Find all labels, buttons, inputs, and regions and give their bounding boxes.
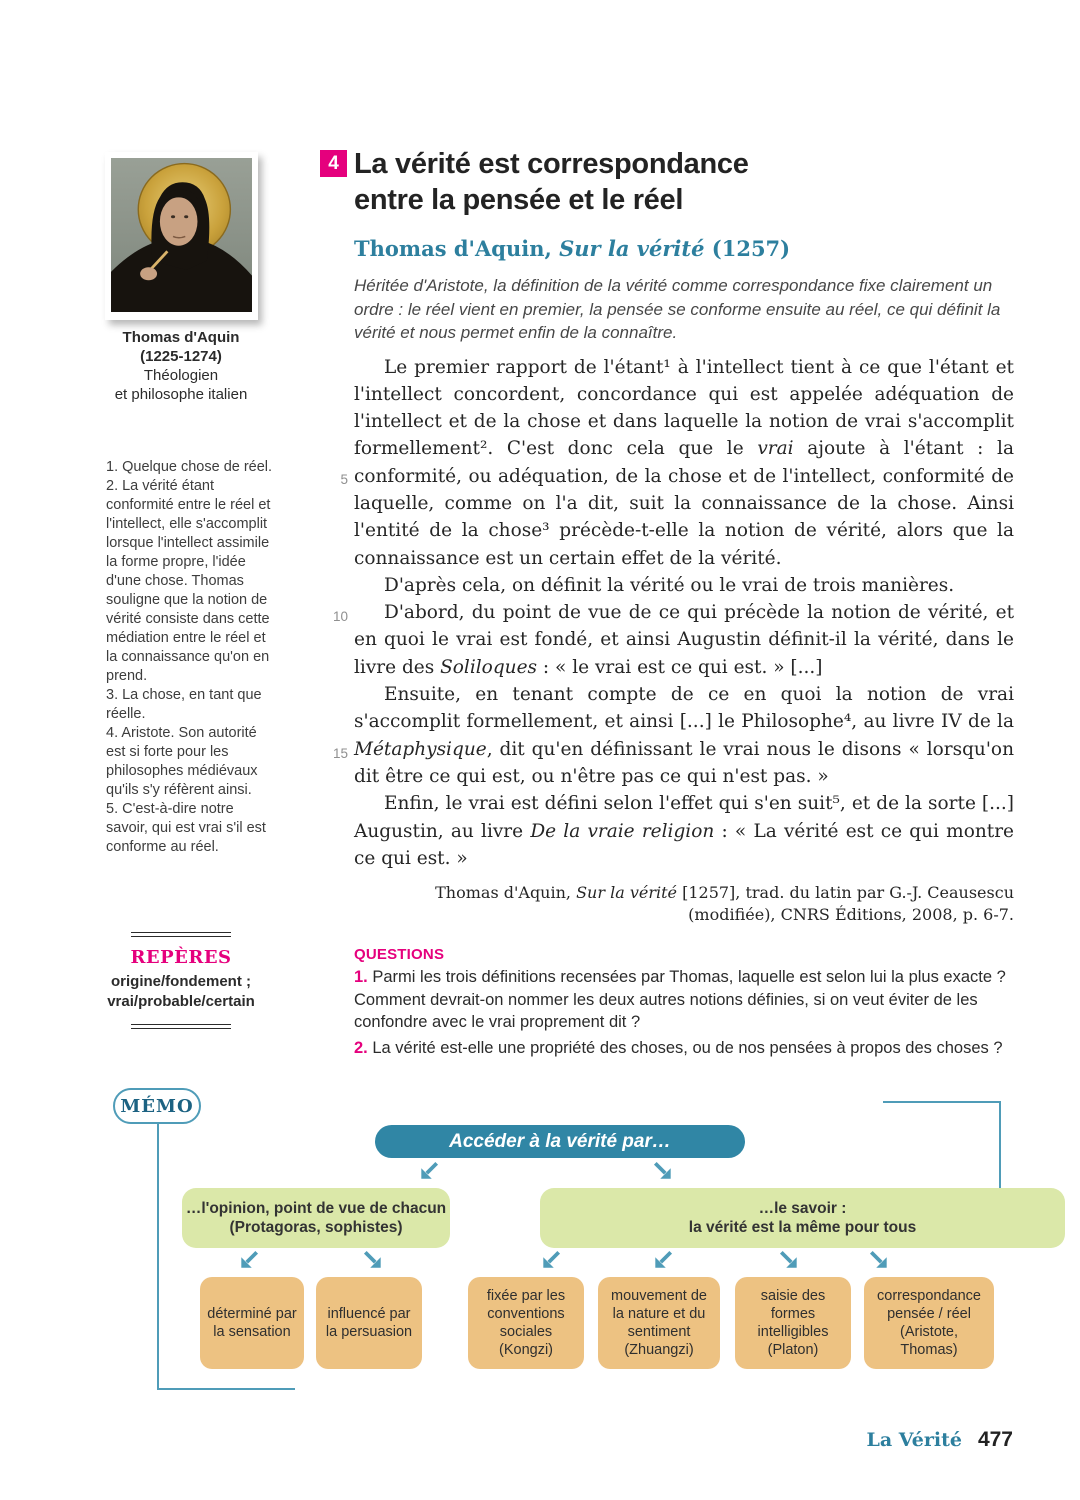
title-line-2: entre la pensée et le réel — [354, 184, 684, 216]
question-2 — [354, 1037, 1019, 1060]
page-title — [354, 146, 749, 218]
memo-branch-opinion-line-1: …l'opinion, point de vue de chacun — [185, 1200, 447, 1217]
text-body — [332, 354, 1014, 873]
question-1-text: Parmi les trois définitions recensées par Thomas, laquelle est selon lui la plus exacte ? Comment devrait-on nommer les deux autres notions définies, si on veut éviter de les confondre avec le vrai proprement dit ? — [354, 968, 1006, 1032]
portrait-role-2: et philosophe italien — [114, 386, 248, 403]
line-number-15: 15 — [332, 745, 348, 761]
question-2-text: La vérité est-elle une propriété des choses, ou de nos pensées à propos des choses ? — [372, 1038, 1003, 1057]
memo-root-node: Accéder à la vérité par… — [375, 1125, 745, 1158]
reperes-rule-top — [131, 932, 231, 937]
question-1-number: 1. — [354, 968, 368, 987]
portrait-caption — [90, 328, 272, 404]
reperes-box — [105, 932, 257, 1029]
source-heading: Thomas d'Aquin, Sur la vérité (1257) — [354, 236, 791, 261]
intro-chapo: Héritée d'Aristote, la définition de la vérité comme correspondance fixe clairement un ordre : le réel vient en premier, la pensée se conforme ensuite au réel, ce qui définit la vérité et nous permet enfin de la connaître. — [354, 276, 1001, 342]
memo-branch-savoir-line-1: …le savoir : — [758, 1200, 847, 1217]
footnote-3: 3. La chose, en tant que réelle. — [106, 687, 262, 722]
portrait-painting — [111, 158, 252, 312]
memo-leaf-kongzi: fixée par les conventions sociales (Kongzi) — [468, 1277, 584, 1369]
portrait-name: Thomas d'Aquin — [122, 329, 240, 346]
main-column — [320, 146, 1020, 1059]
section-number-badge: 4 — [320, 150, 347, 177]
question-2-number: 2. — [354, 1038, 368, 1057]
arrow-down-left-icon — [652, 1249, 674, 1271]
memo-leaf-correspondance: correspondance pensée / réel (Aristote, Thomas) — [864, 1277, 994, 1369]
memo-diagram — [0, 1085, 1080, 1415]
title-row — [320, 146, 1020, 218]
line-number-5: 5 — [340, 471, 348, 487]
arrow-down-left-icon — [418, 1160, 440, 1182]
arrow-down-right-icon — [778, 1249, 800, 1271]
page-footer — [866, 1428, 1013, 1452]
paragraph-3: D'abord, du point de vue de ce qui précède la notion de vérité, et en quoi le vrai est fondé, et ainsi Augustin définit-il la vérité, dans le livre des Soliloques : « le vrai est ce qui est. » [...] — [354, 602, 1014, 678]
memo-leaf-sensation: déterminé par la sensation — [200, 1277, 304, 1369]
paragraph-5: Enfin, le vrai est défini selon l'effet qui s'en suit⁵, et de la sorte [...] Augustin, au livre De la vraie religion : « La vérité est ce qui montre ce qui est. » — [354, 793, 1014, 869]
memo-leaf-zhuangzi: mouvement de la nature et du sentiment (Zhuangzi) — [598, 1277, 720, 1369]
footer-chapter-title: La Vérité — [866, 1429, 962, 1451]
paragraph-4: Ensuite, en tenant compte de ce en quoi la notion de vrai s'accomplit formellement, et ainsi [...] le Philosophe⁴, au livre IV de la Métaphysique, dit qu'en définissant le vrai nous le disons « lorsqu'on dit être ce qui est, ou n'être pas ce qui n'est pas. » — [354, 684, 1014, 787]
memo-branch-opinion — [182, 1188, 450, 1248]
paragraph-1: Le premier rapport de l'étant¹ à l'intellect tient à ce que l'étant et l'intellect concordent, concordance qui est appelée adéquation de l'intellect et de la chose et dans laquelle la notion de vrai s'accomplit formellement². C'est donc cela que le vrai ajoute à l'étant : la conformité, ou adéquation, de la chose et de l'intellect, conformité de laquelle, comme on l'a dit, suit la connaissance de la chose. Ainsi l'entité de la chose³ précède-t-elle la notion de vérité, alors que la connaissance est un certain effet de la vérité. — [354, 356, 1014, 569]
title-line-1: La vérité est correspondance — [354, 148, 749, 180]
memo-badge: MÉMO — [113, 1088, 201, 1124]
footer-page-number: 477 — [977, 1428, 1013, 1451]
footnote-4: 4. Aristote. Son autorité est si forte pour les philosophes médiévaux qu'ils s'y réfèrent ainsi. — [106, 725, 258, 798]
reperes-title: REPÈRES — [130, 947, 232, 968]
questions-label: QUESTIONS — [354, 946, 445, 964]
portrait-thomas-aquinas — [105, 152, 258, 320]
paragraph-2: D'après cela, on définit la vérité ou le vrai de trois manières. — [384, 574, 955, 596]
question-1 — [354, 966, 1019, 1034]
arrow-down-right-icon — [868, 1249, 890, 1271]
memo-leaf-platon: saisie des formes intelligibles (Platon) — [735, 1277, 851, 1369]
arrow-down-right-icon — [362, 1249, 384, 1271]
memo-branch-savoir-line-2: la vérité est la même pour tous — [688, 1219, 917, 1236]
arrow-down-left-icon — [540, 1249, 562, 1271]
reperes-line-1: origine/fondement ; — [111, 973, 251, 990]
memo-branch-savoir — [540, 1188, 1065, 1248]
memo-branch-opinion-line-2: (Protagoras, sophistes) — [229, 1219, 403, 1236]
reperes-rule-bottom — [131, 1024, 231, 1029]
footnote-1: 1. Quelque chose de réel. — [106, 459, 273, 475]
arrow-down-right-icon — [652, 1160, 674, 1182]
questions-section — [354, 946, 1019, 1059]
line-number-10: 10 — [332, 608, 348, 624]
footnote-2: 2. La vérité étant conformité entre le réel et l'intellect, elle s'accomplit lorsque l'intellect assimile la forme propre, l'idée d'une chose. Thomas souligne que la notion de vérité consiste dans cette médiation entre le réel et la connaissance qu'on en prend. — [106, 478, 271, 684]
portrait-role-1: Théologien — [143, 367, 219, 384]
source-citation: Thomas d'Aquin, Sur la vérité [1257], trad. du latin par G.-J. Ceausescu (modifiée), CNRS Éditions, 2008, p. 6-7. — [435, 883, 1014, 925]
memo-leaf-persuasion: influencé par la persuasion — [316, 1277, 422, 1369]
arrow-down-left-icon — [238, 1249, 260, 1271]
reperes-line-2: vrai/probable/certain — [107, 993, 255, 1010]
portrait-dates: (1225-1274) — [140, 348, 222, 365]
footnote-5: 5. C'est-à-dire notre savoir, qui est vrai s'il est conforme au réel. — [106, 801, 266, 855]
footnotes — [106, 458, 274, 857]
